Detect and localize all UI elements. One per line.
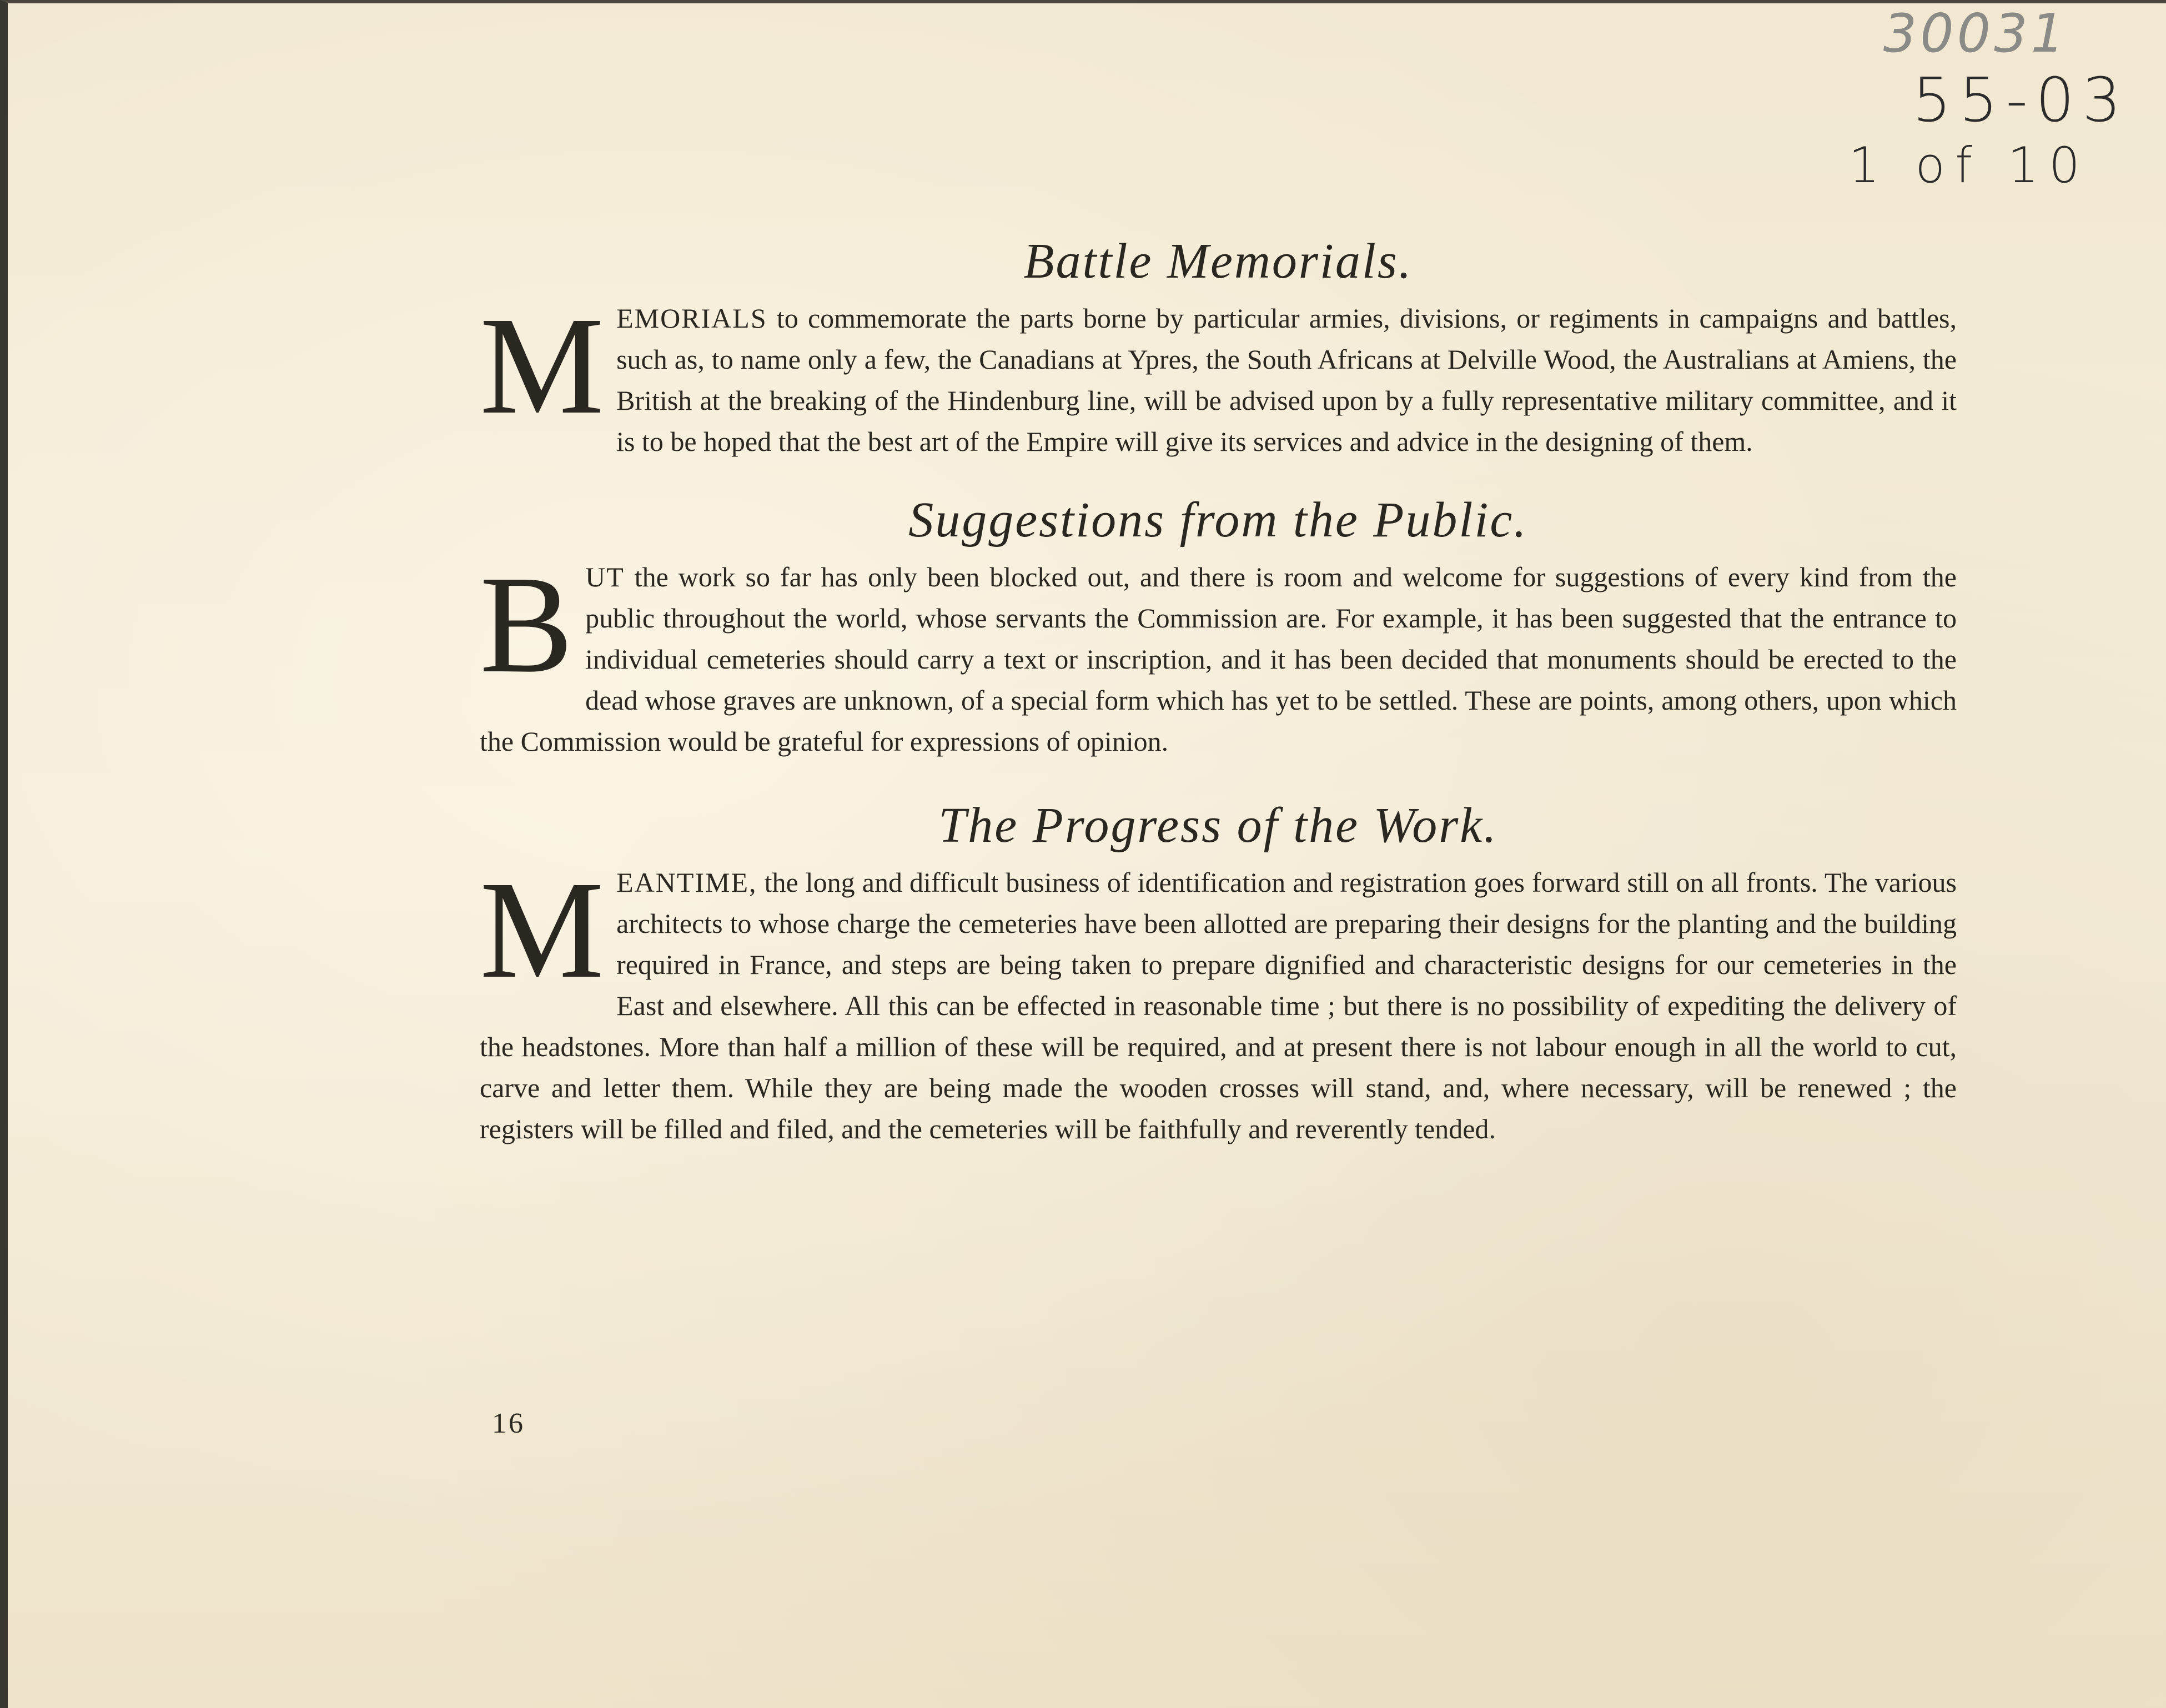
section-heading: Battle Memorials. xyxy=(1023,234,1413,289)
section-heading: The Progress of the Work. xyxy=(938,798,1498,853)
archive-note-page-count: 1 of 10 xyxy=(1848,137,2090,194)
section-heading: Suggestions from the Public. xyxy=(908,493,1528,547)
page-content xyxy=(480,225,1957,1149)
archive-note-reference: 55-03 xyxy=(1912,64,2129,135)
lead-word: EMORIALS xyxy=(616,303,767,334)
page-number: 16 xyxy=(492,1408,525,1439)
paragraph-text: to commemorate the parts borne by particular armies, divisions, or regiments in campaigns and battles, such as, to name only a few, the Canadians at Ypres, the South Africans at Delville Wood, the Australians at Amiens, the British at the breaking of the Hindenburg line, will be advised upon by a fully representative military committee, and it is to be hoped that the best art of the Empire will give its services and advice in the designing of them. xyxy=(616,303,1957,457)
section-progress-of-work xyxy=(480,790,1957,1149)
paragraph-text: the long and difficult business of identification and registration goes forward still on all fronts. The various architects to whose charge the cemeteries have been allotted are preparing their designs for the planting and the building required in France, and steps are being taken to prepare dignified and characteristic designs for our cemeteries in the East and elsewhere. All this can be effected in reasonable time ; but there is no possibility of expediting the delivery of the headstones. More than half a million of these will be required, and at present there is not labour enough in all the world to cut, carve and letter them. While they are being made the wooden crosses will stand, and, where necessary, will be renewed ; the registers will be filled and filed, and the cemeteries will be faithfully and reverently tended. xyxy=(480,867,1957,1144)
paragraph-text: the work so far has only been blocked out, and there is room and welcome for suggestions of every kind from the public throughout the world, whose servants the Commission are. For example, it has been suggested that the entrance to individual cemeteries should carry a text or inscription, and it has been decided that monuments should be erected to the dead whose graves are unknown, of a special form which has yet to be settled. These are points, among others, upon which the Commission would be grateful for expressions of opinion. xyxy=(480,561,1957,757)
drop-cap: M xyxy=(480,852,605,1007)
section-battle-memorials xyxy=(480,225,1957,462)
drop-cap: M xyxy=(480,288,605,443)
lead-word: UT xyxy=(585,561,625,592)
section-paragraph xyxy=(480,546,1957,762)
section-paragraph xyxy=(480,288,1957,462)
lead-word: EANTIME, xyxy=(616,867,757,898)
archive-handwritten-notes xyxy=(1848,3,2151,203)
archive-note-number: 30031 xyxy=(1883,3,2068,64)
section-paragraph xyxy=(480,852,1957,1149)
drop-cap: B xyxy=(480,546,574,702)
section-suggestions-from-public xyxy=(480,484,1957,762)
